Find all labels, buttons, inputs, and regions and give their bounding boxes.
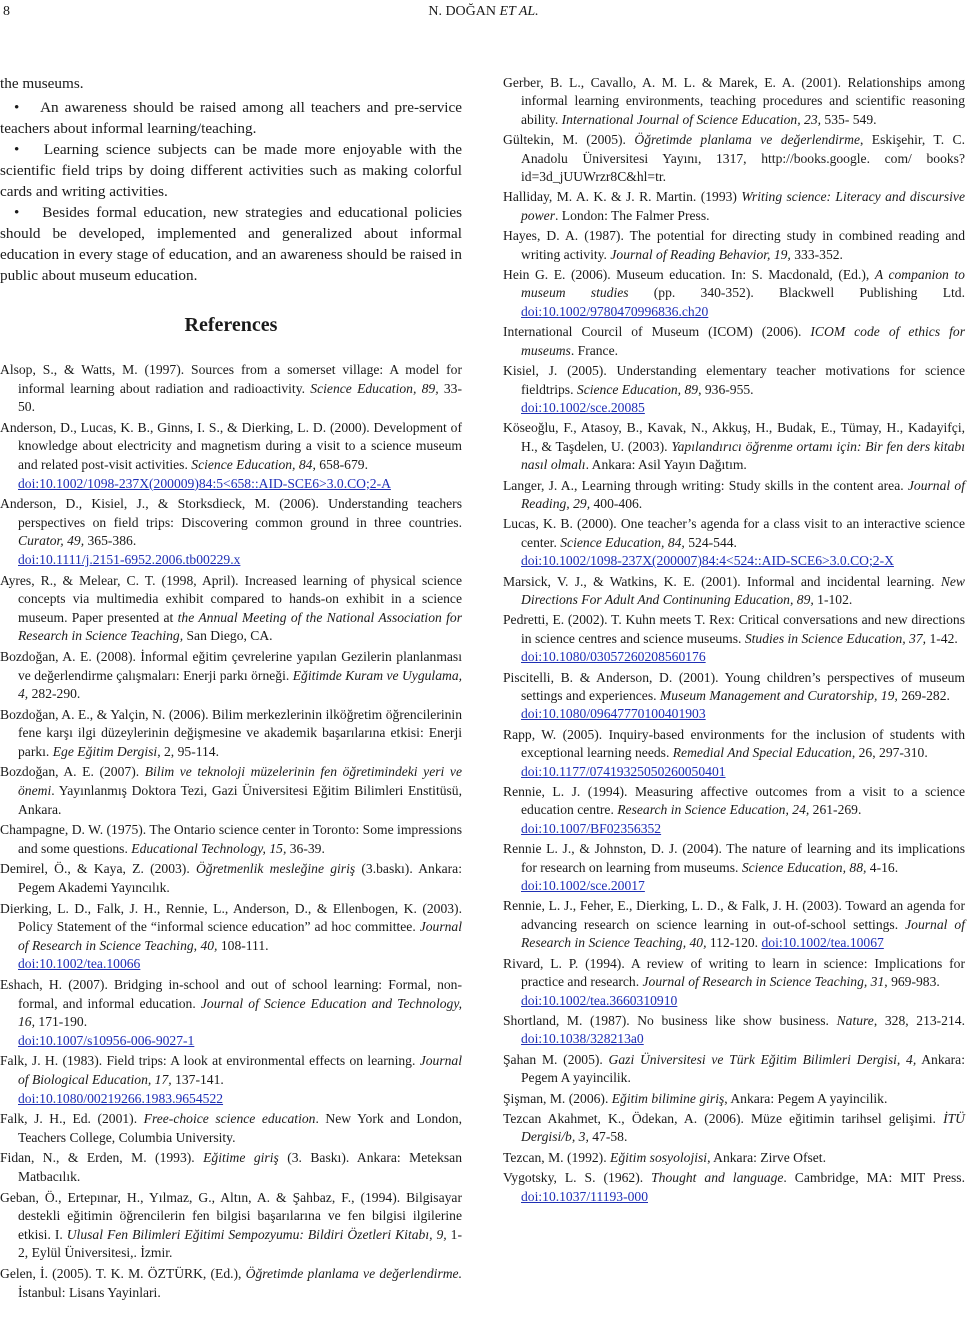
running-title <box>0 4 967 20</box>
reference-text: Dierking, L. D., Falk, J. H., Rennie, L., Anderson, D., & Ellenbogen, K. (2003). Policy Statement of the “informal science education” ad hoc committee. <box>0 900 462 935</box>
doi-link[interactable]: doi:10.1037/11193-000 <box>521 1188 648 1204</box>
reference-entry <box>503 1169 965 1206</box>
bullet-item <box>0 97 462 139</box>
reference-details: . London: The Falmer Press. <box>554 207 710 223</box>
reference-text: Tezcan Akahmet, K., Ödekan, A. (2006). Müze eğitimin tarihsel gelişimi. <box>503 1110 944 1126</box>
reference-entry <box>503 726 965 781</box>
reference-details: 261-269. <box>809 802 862 818</box>
bullet-icon: • <box>14 99 20 116</box>
reference-text: Rennie, L. J. (1994). Measuring affective outcomes from a visit to a science education centre. <box>503 784 965 818</box>
reference-source: Free-choice science education <box>143 1111 316 1127</box>
left-column <box>0 73 462 1304</box>
reference-entry <box>0 495 462 569</box>
reference-text: Tezcan, M. (1992). <box>503 1149 611 1165</box>
reference-details: . Yayınlanmış Doktora Tezi, Gazi Üniversitesi Eğitim Bilimleri Enstitüsü, Ankara. <box>18 783 462 817</box>
doi-link[interactable]: doi:10.1177/07419325050260050401 <box>521 763 726 779</box>
reference-text: Alsop, S., & Watts, M. (1997). Sources from a somerset village: A model for informal learning about radiation and radioactivity. <box>0 362 462 396</box>
reference-text: Vygotsky, L. S. (1962). <box>503 1170 652 1186</box>
reference-text: Geban, Ö., Ertepınar, H., Yılmaz, G., Altın, A. & Şahbaz, F., (1994). Bilgisayar destekli eğitimin öğrencilerin fen bilgisi başarılarına ve fen bilgisi ilgilerine etkisi. I. <box>0 1189 462 1242</box>
reference-details: . France. <box>570 342 619 358</box>
reference-text: Gültekin, M. (2005). <box>503 132 635 148</box>
reference-source: Ulusal Fen Bilimleri Eğitimi Sempozyumu: Bildiri Özetleri Kitabı, 9, <box>66 1226 447 1242</box>
reference-details: , 26, 297-310. <box>851 745 928 761</box>
reference-text: Anderson, D., Kisiel, J., & Storksdieck, M. (2006). Understanding teachers perspectives on field trips: Discovering common ground in three countries. <box>0 496 462 530</box>
reference-text: Anderson, D., Lucas, K. B., Ginns, I. S., & Dierking, L. D. (2000). Development of knowledge about electricity and magnetism during a visit to a science museum and related post-visit activities. <box>0 419 462 472</box>
reference-entry <box>0 361 462 417</box>
reference-source: New Directions For Adult And Continuning Education, 89, <box>521 573 965 607</box>
bullet-item <box>0 202 462 286</box>
doi-link[interactable]: doi:10.1002/tea.10066 <box>18 956 141 972</box>
reference-source: Eğitim sosyolojisi <box>610 1149 708 1165</box>
reference-source: Studies in Science Education, 37, <box>744 630 927 646</box>
reference-entry <box>0 900 462 974</box>
reference-source: the Annual Meeting of the National Association for Research in Science Teaching, <box>18 609 462 644</box>
reference-entry <box>503 955 965 1010</box>
reference-details: 524-544. <box>684 534 737 550</box>
reference-text: Rivard, L. P. (1994). A review of writing to learn in science: Implications for practice and research. <box>503 955 965 990</box>
reference-entry <box>503 323 965 360</box>
doi-link[interactable]: doi:10.1002/sce.20085 <box>521 399 645 415</box>
reference-source: Journal of Reading Behavior, 19, <box>610 246 791 262</box>
reference-text: Marsick, V. J., & Watkins, K. E. (2001). Informal and incidental learning. <box>503 573 941 589</box>
reference-entry <box>503 188 965 225</box>
reference-source: Writing science: Literacy and discursive power <box>521 189 965 223</box>
bullet-icon: • <box>14 204 20 221</box>
reference-source: İTÜ Dergisi/b, 3, <box>521 1110 965 1145</box>
reference-entry <box>503 840 965 895</box>
reference-entry <box>503 266 965 321</box>
doi-link[interactable]: doi:10.1007/BF02356352 <box>521 820 662 836</box>
reference-details: , 2, 95-114. <box>157 743 219 759</box>
reference-entry <box>503 477 965 514</box>
reference-source: Bilim ve teknoloji müzelerinin fen öğretimindeki yeri ve önemi <box>18 764 462 799</box>
reference-text: Bozdoğan, A. E., & Yalçin, N. (2006). Bilim merkezlerinin ilköğretim öğrencilerinin fene karşı ilgi düzeylerinin değişmesine ve akademik başarılarına etkisi: Enerji parkı. <box>0 706 462 759</box>
reference-text: Demirel, Ö., & Kaya, Z. (2003). <box>0 861 196 877</box>
reference-source: Journal of Science Education and Technology, 16, <box>18 995 462 1030</box>
reference-entry <box>0 419 462 493</box>
doi-link[interactable]: doi:10.1080/00219266.1983.9654522 <box>18 1090 224 1106</box>
reference-entry <box>503 515 965 570</box>
reference-source: Nature <box>836 1012 874 1028</box>
reference-entry <box>0 860 462 897</box>
bullet-item <box>0 139 462 202</box>
reference-text: Ayres, R., & Melear, C. T. (1998, April). Increased learning of physical science concepts via multimedia exhibit compared to hands-on exhibit in a science museum. Paper presented at <box>0 572 462 625</box>
reference-details: 1-42. <box>926 630 958 646</box>
reference-details: 400-406. <box>590 495 643 511</box>
reference-entry <box>0 763 462 819</box>
reference-text: Şişman, M. (2006). <box>503 1090 612 1106</box>
reference-entry <box>0 572 462 646</box>
intro-text: the museums. <box>0 75 84 92</box>
reference-text: Langer, J. A., Learning through writing: Study skills in the content area. <box>503 477 908 493</box>
reference-entry <box>0 1189 462 1263</box>
reference-entry <box>503 573 965 610</box>
reference-source: Yapılandırıcı öğrenme ortamı için: Bir fen ders kitabı nasıl olmalı <box>521 438 965 473</box>
reference-entry <box>0 1149 462 1186</box>
reference-source: Science Education, 84, <box>560 534 685 550</box>
reference-details: 108-111. <box>217 937 269 953</box>
reference-details: 269-282. <box>897 688 950 703</box>
reference-details: 47-58. <box>588 1129 628 1145</box>
reference-entry <box>503 783 965 838</box>
reference-details: . Ankara: Asil Yayın Dağıtım. <box>585 457 747 473</box>
reference-details: , 969-983. <box>884 974 940 990</box>
reference-text: Rapp, W. (2005). Inquiry-based environments for the inclusion of students with exceptional learning needs. <box>503 726 965 761</box>
reference-source: Ege Eğitim Dergisi <box>52 743 158 759</box>
reference-source: Journal of Biological Education, 17, <box>18 1053 462 1087</box>
reference-details: (3.baskı). Ankara: Pegem Akademi Yayıncılık. <box>18 861 462 896</box>
reference-details: 36-39. <box>286 840 325 856</box>
reference-details: 171-190. <box>35 1014 88 1030</box>
reference-entry <box>503 1110 965 1147</box>
reference-details: (3. Baskı). Ankara: Meteksan Matbacılık. <box>18 1150 462 1184</box>
reference-source: Science Education, 88, <box>741 859 867 875</box>
reference-entry <box>503 1090 965 1108</box>
references-heading: References <box>184 314 278 336</box>
doi-link[interactable]: doi:10.1002/tea.10067 <box>761 935 884 951</box>
reference-text: Rennie L. J., & Johnston, D. J. (2004). The nature of learning and its implications for research on learning from museums. <box>503 841 965 875</box>
bullet-text: Learning science subjects can be made more enjoyable with the scientific field trips by doing different activities such as making colorful cards and writing activities. <box>0 141 463 200</box>
bullet-text: An awareness should be raised among all teachers and pre-service teachers about informal learning/teaching. <box>0 99 463 137</box>
right-column <box>503 74 965 1208</box>
reference-details: 4-16. <box>866 859 899 875</box>
reference-entry <box>503 227 965 264</box>
reference-text: Kisiel, J. (2005). Understanding elementary teacher motivations for science fieldtrips. <box>503 363 965 397</box>
reference-source: Journal of Reading, 29, <box>521 477 965 511</box>
reference-source: Educational Technology, 15, <box>131 840 287 856</box>
running-header <box>0 2 967 26</box>
running-et-al: ET AL. <box>499 4 539 19</box>
reference-details: , Ankara: Pegem A yayincilik. <box>724 1090 888 1106</box>
reference-entry <box>503 897 965 952</box>
reference-list-left <box>0 361 462 1302</box>
running-authors: N. DOĞAN <box>428 4 500 19</box>
doi-link[interactable]: doi:10.1080/03057260208560176 <box>521 649 706 665</box>
reference-source: Öğretimde planlama ve değerlendirme <box>634 132 860 148</box>
reference-source: Journal of Research in Science Teaching, 40, <box>521 916 965 951</box>
reference-source: Thought and language <box>651 1170 784 1186</box>
reference-text: Champagne, D. W. (1975). The Ontario science center in Toronto: Some impressions and some questions. <box>0 822 462 856</box>
reference-text: Köseoğlu, F., Atasoy, B., Kavak, N., Akkuş, H., Budak, E., Tümay, H., Kadayifçi, H., & Taşdelen, U. (2003). <box>503 420 965 454</box>
reference-entry <box>0 976 462 1050</box>
reference-text: International Courcil of Museum (ICOM) (2006). <box>503 324 811 340</box>
reference-details: 365-386. <box>84 533 137 549</box>
reference-details: 333-352. <box>790 246 843 262</box>
reference-details: San Diego, CA. <box>183 628 273 644</box>
reference-details: 1-2, Eylül Üniversitesi,. İzmir. <box>18 1226 462 1261</box>
reference-entry <box>503 362 965 417</box>
reference-details: 658-679. <box>315 456 368 472</box>
reference-entry <box>0 706 462 762</box>
reference-details: . New York and London, Teachers College, Columbia University. <box>18 1111 463 1145</box>
reference-text: Hein G. E. (2006). Museum education. In: S. Macdonald, (Ed.), <box>503 267 875 283</box>
reference-source: Curator, 49, <box>18 533 85 549</box>
reference-source: Eğitim bilimine giriş <box>611 1090 725 1106</box>
reference-entry <box>0 821 462 858</box>
reference-details: . Cambridge, MA: MIT Press. <box>783 1170 965 1186</box>
reference-text: Pedretti, E. (2002). T. Kuhn meets T. Rex: Critical conversations and new directions in science centres and science museums. <box>503 612 965 646</box>
reference-text: Gerber, B. L., Cavallo, A. M. L. & Marek, E. A. (2001). Relationships among informal learning environments, teaching procedures and scientific reasoning ability. <box>503 75 965 127</box>
reference-details: 535- 549. <box>821 111 877 127</box>
doi-link[interactable]: doi:10.1080/09647770100401903 <box>521 706 706 722</box>
reference-entry <box>503 1051 965 1088</box>
reference-source: Gazi Üniversitesi ve Türk Eğitim Bilimleri Dergisi, 4, <box>608 1051 917 1067</box>
reference-source: Öğretimde planlama ve değerlendirme. <box>245 1265 462 1281</box>
doi-link[interactable]: doi:10.1002/sce.20017 <box>521 878 645 894</box>
reference-source: Eğitime giriş <box>203 1150 279 1166</box>
doi-link[interactable]: doi:10.1111/j.2151-6952.2006.tb00229.x <box>18 551 241 567</box>
bullet-text: Besides formal education, new strategies and educational policies should be developed, implemented and generalized about informal education in every stage of education, and an awareness should be raised in public about museum education. <box>0 204 463 284</box>
reference-text: Lucas, K. B. (2000). One teacher’s agenda for a class visit to an interactive science center. <box>503 516 965 550</box>
doi-link[interactable]: doi:10.1007/s10956-006-9027-1 <box>18 1032 195 1048</box>
reference-text: Bozdoğan, A. E. (2008). İnformal eğitim çevrelerine yapılan Gezilerin planlanması ve değerlendirme çalışmaları: Enerji parkı örneği. <box>0 648 462 683</box>
reference-text: Shortland, M. (1987). No business like show business. <box>503 1012 837 1028</box>
doi-link[interactable]: doi:10.1038/328213a0 <box>521 1031 644 1047</box>
reference-text: Rennie, L. J., Feher, E., Dierking, L. D., & Falk, J. H. (2003). Toward an agenda for advancing research on science learning in out-of-school settings. <box>503 898 965 932</box>
reference-source: Science Education, 84, <box>191 456 316 472</box>
reference-text: Falk, J. H. (1983). Field trips: A look at environmental effects on learning. <box>0 1053 420 1069</box>
reference-entry <box>0 1110 462 1147</box>
reference-details: 33-50. <box>18 380 462 415</box>
reference-source: Journal of Research in Science Teaching, 40, <box>18 919 462 953</box>
reference-details: , 936-955. <box>698 381 754 397</box>
reference-source: ICOM code of ethics for museums <box>521 324 965 358</box>
reference-entry <box>0 1052 462 1108</box>
doi-link[interactable]: doi:10.1002/1098-237X(200007)84:4<524::AID-SCE6>3.0.CO;2-X <box>521 553 894 569</box>
reference-text: Falk, J. H., Ed. (2001). <box>0 1111 144 1127</box>
doi-link[interactable]: doi:10.1002/tea.3660310910 <box>521 992 678 1008</box>
reference-list-right <box>503 74 965 1206</box>
reference-details: 137-141. <box>171 1071 224 1087</box>
reference-source: Research in Science Education, 24, <box>617 802 810 818</box>
reference-text: Eshach, H. (2007). Bridging in-school and out of school learning: Formal, non-formal, and informal education. <box>0 977 462 1011</box>
reference-details: İstanbul: Lisans Yayinlari. <box>18 1284 161 1300</box>
reference-text: Şahan M. (2005). <box>503 1051 609 1067</box>
reference-entry <box>503 1012 965 1049</box>
reference-entry <box>503 611 965 666</box>
reference-text: Fidan, N., & Erden, M. (1993). <box>0 1150 204 1166</box>
reference-entry <box>503 74 965 129</box>
reference-details: 112-120. <box>706 935 762 951</box>
reference-entry <box>0 648 462 704</box>
reference-text: Hayes, D. A. (1987). The potential for directing study in combined reading and writing activity. <box>503 228 965 262</box>
reference-source: Museum Management and Curatorship, 19, <box>659 688 898 703</box>
doi-link[interactable]: doi:10.1002/1098-237X(200009)84:5<658::AID-SCE6>3.0.CO;2-A <box>18 475 391 491</box>
page-number: 8 <box>3 4 10 19</box>
reference-source: Öğretmenlik mesleğine giriş <box>195 861 356 877</box>
bullet-icon: • <box>14 141 20 158</box>
reference-details: 282-290. <box>28 686 81 702</box>
reference-source: A companion to museum studies <box>521 267 965 301</box>
reference-entry <box>503 131 965 186</box>
reference-entry <box>503 419 965 474</box>
reference-entry <box>503 1149 965 1167</box>
reference-details: , 328, 213-214. <box>873 1012 965 1028</box>
reference-source: Journal of Research in Science Teaching, 31 <box>642 974 885 990</box>
doi-link[interactable]: doi:10.1002/9780470996836.ch20 <box>521 303 709 319</box>
reference-text: Gelen, İ. (2005). T. K. M. ÖZTÜRK, (Ed.), <box>0 1265 246 1281</box>
reference-source: Science Education, 89, <box>310 380 439 396</box>
reference-details: 1-102. <box>813 591 853 607</box>
reference-entry <box>0 1265 462 1302</box>
reference-details: , Eskişehir, T. C. Anadolu Üniversitesi Yayını, 1317, http://books.google. com/ books?id=3d_jUUWrzr8C&hl=tr. <box>521 132 966 185</box>
reference-text: Halliday, M. A. K. & J. R. Martin. (1993) <box>503 189 742 205</box>
reference-text: Bozdoğan, A. E. (2007). <box>0 764 145 780</box>
reference-entry <box>503 669 965 724</box>
reference-source: Remedial And Special Education <box>672 745 852 761</box>
reference-details: (pp. 340-352). Blackwell Publishing Ltd. <box>628 285 965 301</box>
reference-source: Eğitimde Kuram ve Uygulama, 4, <box>18 667 463 702</box>
reference-details: Ankara: Pegem A yayincilik. <box>521 1051 965 1086</box>
reference-text: Piscitelli, B. & Anderson, D. (2001). Young children’s perspectives of museum settings and experiences. <box>503 669 965 703</box>
reference-details: , Ankara: Zirve Ofset. <box>707 1149 826 1165</box>
reference-source: Science Education, 89 <box>576 381 699 397</box>
reference-source: International Journal of Science Education, 23, <box>561 111 822 127</box>
